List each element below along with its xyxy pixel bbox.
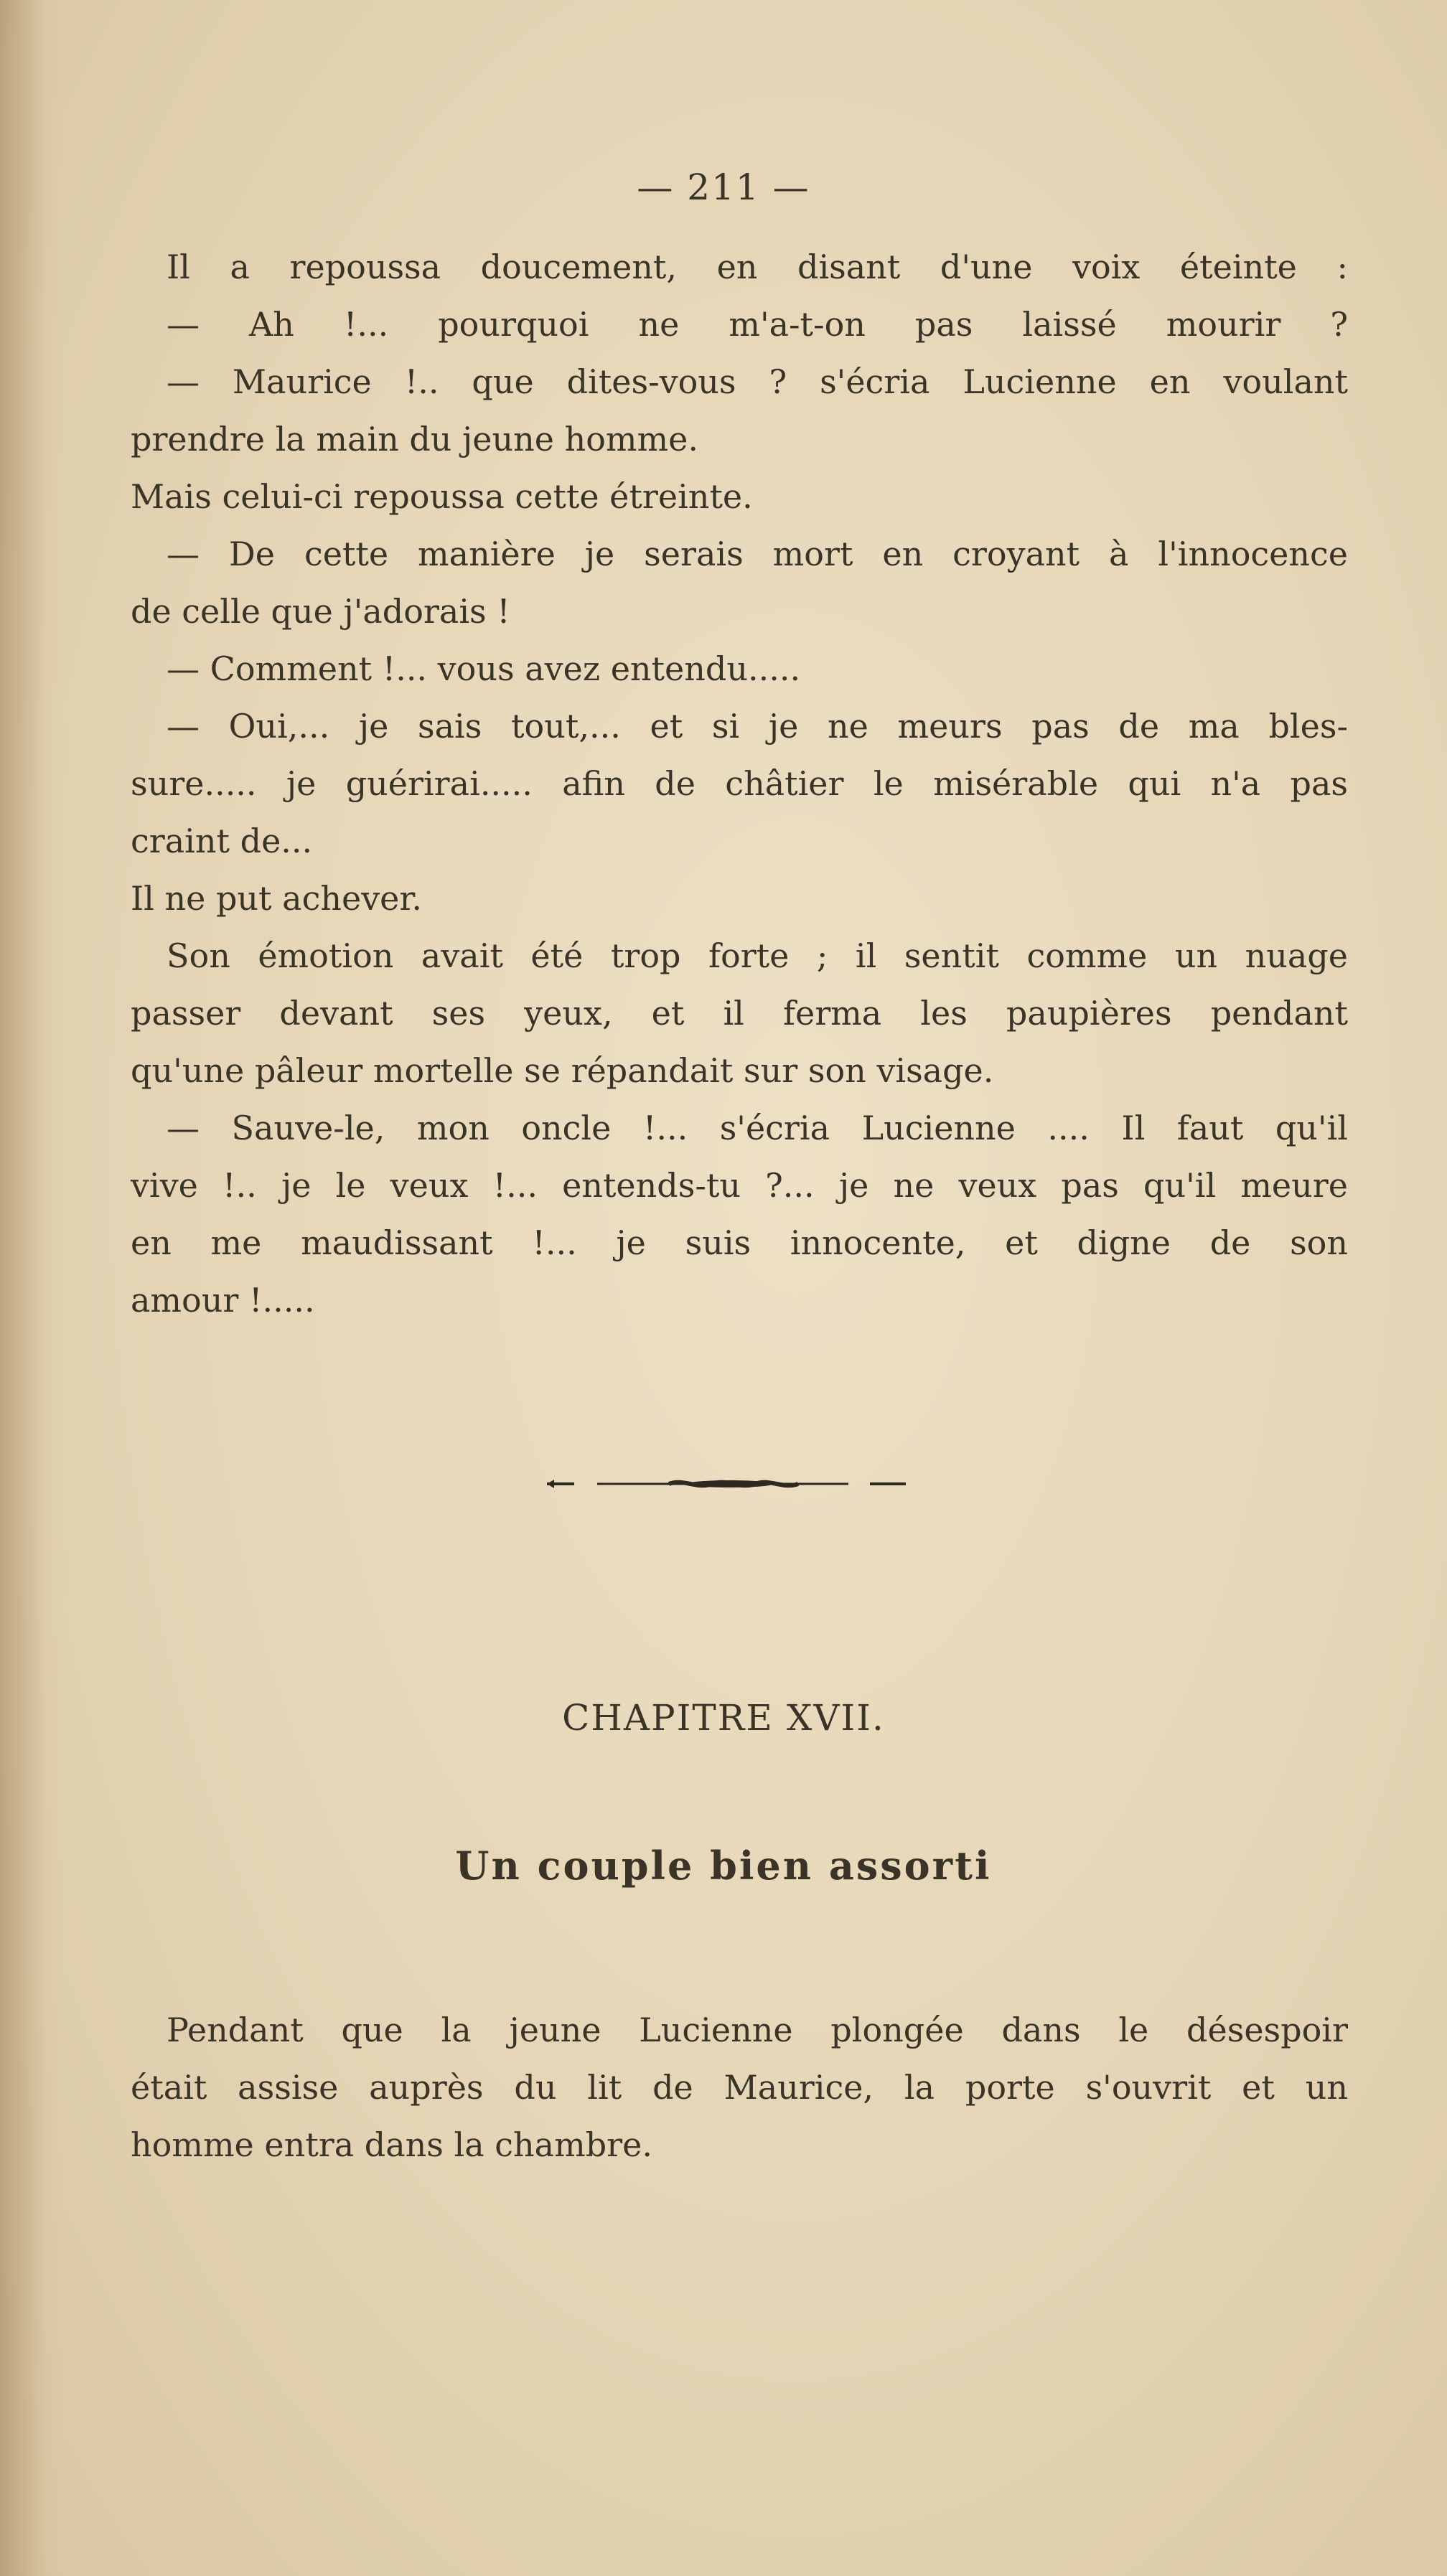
text-line: — Comment !... vous avez entendu..... [167, 649, 801, 688]
page-edge-shadow [0, 0, 65, 2576]
text-line: vive !.. je le veux !... entends-tu ?... je ne veux pas qu'il meure [131, 1166, 1348, 1205]
text-line: — Ah !... pourquoi ne m'a-t-on pas laissé mourir ? [167, 305, 1348, 344]
chapter-heading: CHAPITRE XVII. [562, 1697, 885, 1739]
chapter-title: Un couple bien assorti [455, 1843, 992, 1889]
text-line: Son émotion avait été trop forte ; il sentit comme un nuage [167, 936, 1348, 975]
text-line: de celle que j'adorais ! [131, 592, 510, 631]
text-line: — Oui,... je sais tout,... et si je ne meurs pas de ma bles- [167, 707, 1348, 746]
page-body-text [131, 238, 1348, 1329]
text-line: en me maudissant !... je suis innocente, et digne de son [131, 1223, 1348, 1262]
text-line: — Sauve-le, mon oncle !... s'écria Lucienne .... Il faut qu'il [167, 1109, 1348, 1147]
section-divider-ornament [547, 1475, 906, 1493]
text-line: amour !..... [131, 1281, 315, 1320]
text-line: était assise auprès du lit de Maurice, la porte s'ouvrit et un [131, 2068, 1348, 2107]
text-line: Mais celui-ci repoussa cette étreinte. [131, 477, 753, 516]
page-number: — 211 — [637, 166, 810, 208]
text-line: — Maurice !.. que dites-vous ? s'écria Lucienne en voulant [167, 362, 1348, 401]
text-line: qu'une pâleur mortelle se répandait sur son visage. [131, 1051, 994, 1090]
text-line: — De cette manière je serais mort en croyant à l'innocence [167, 535, 1348, 573]
text-line: Pendant que la jeune Lucienne plongée dans le désespoir [167, 2011, 1348, 2049]
chapter-opening-text [131, 2002, 1348, 2174]
text-line: Il ne put achever. [131, 879, 422, 918]
text-line: craint de... [131, 822, 313, 860]
text-line: sure..... je guérirai..... afin de châtier le misérable qui n'a pas [131, 764, 1348, 803]
text-line: homme entra dans la chambre. [131, 2125, 652, 2164]
text-line: Il a repoussa doucement, en disant d'une voix éteinte : [167, 248, 1348, 286]
text-line: prendre la main du jeune homme. [131, 420, 699, 459]
text-line: passer devant ses yeux, et il ferma les paupières pendant [131, 994, 1348, 1033]
